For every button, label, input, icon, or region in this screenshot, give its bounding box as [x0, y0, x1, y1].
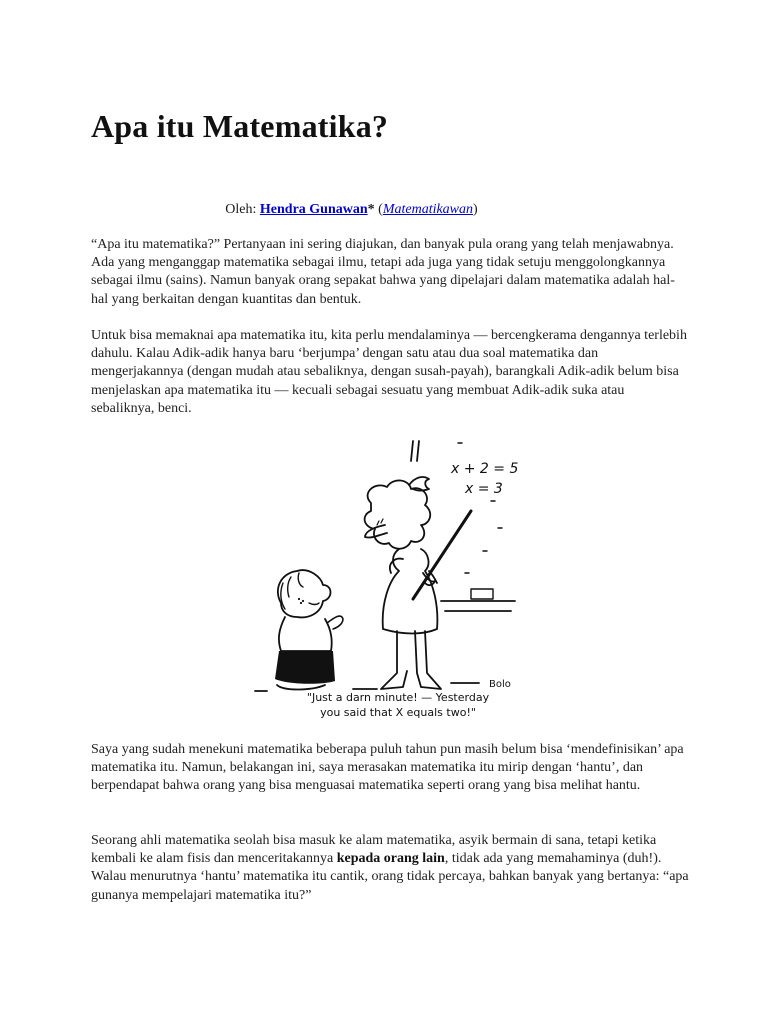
- affiliation-link[interactable]: Matematikawan: [382, 202, 474, 217]
- teacher-legs: [381, 631, 441, 689]
- byline-close-paren: ): [473, 202, 478, 217]
- cartoon-caption-line-1: "Just a darn minute! — Yesterday: [306, 691, 490, 704]
- cartoon-illustration: [253, 433, 543, 725]
- boy-trousers: [275, 651, 335, 684]
- byline: [91, 201, 612, 219]
- page-title: Apa itu Matematika?: [91, 108, 389, 144]
- boy-body: [279, 617, 332, 651]
- paragraph-4: [91, 832, 691, 905]
- paragraph-2: Untuk bisa memaknai apa matematika itu, kita perlu mendalaminya — bercengkerama dengannya terlebih dahulu. Kalau Adik-adik hanya baru ‘berjumpa’ dengan satu atau dua soal matematika dan mengerjakannya (dengan mudah atau sebaliknya, dengan susah-payah), barangkali Adik-adik belum bisa menjelaskan apa matematika itu — kecuali sebagai sesuatu yang membuat Adik-adik suka atau sebaliknya, benci.: [91, 328, 687, 416]
- cartoon-signature: Bolo: [489, 679, 511, 690]
- paragraph-3: Saya yang sudah menekuni matematika beberapa puluh tahun pun masih belum bisa ‘mendefinisikan’ apa matematika itu. Namun, belakangan ini, saya merasakan matematika itu mirip dengan ‘hantu’, dan berpendapat bahwa orang yang bisa menguasai matematika seperti orang yang bisa melihat hantu.: [91, 742, 684, 794]
- byline-prefix: Oleh:: [225, 202, 260, 217]
- cartoon-caption-line-2: you said that X equals two!": [320, 706, 476, 719]
- byline-open-paren: (: [374, 202, 383, 217]
- teacher-body: [383, 549, 438, 634]
- boy-head: [278, 570, 331, 617]
- paragraph-4-bold: kepada orang lain: [336, 851, 445, 867]
- byline-asterisk: *: [367, 202, 375, 217]
- board-equation-1: x + 2 = 5: [451, 461, 519, 477]
- paragraph-1: “Apa itu matematika?” Pertanyaan ini sering diajukan, dan banyak pula orang yang telah menjawabnya. Ada yang menganggap matematika sebagai ilmu, tetapi ada juga yang tidak setuju menggolongkannya sebagai ilmu (sains). Namun banyak orang sepakat bahwa yang dipelajari dalam matematika adalah hal-hal yang berkaitan dengan kuantitas dan bentuk.: [91, 237, 675, 307]
- chalk-tray: [441, 601, 515, 611]
- paragraph-4-after: , tidak ada yang memahaminya (duh!). Walau menurutnya ‘hantu’ matematika itu cantik, orang tidak percaya, bahkan banyak yang bertanya: “apa gunanya mempelajari matematika itu?”: [91, 851, 689, 903]
- board-equation-2: x = 3: [465, 481, 503, 497]
- author-link[interactable]: Hendra Gunawan: [259, 202, 368, 217]
- board-mark: [411, 441, 419, 461]
- paragraph-4-before: Seorang ahli matematika seolah bisa masuk ke alam matematika, asyik bermain di sana, tetapi ketika kembali ke alam fisis dan menceritakannya: [91, 833, 657, 867]
